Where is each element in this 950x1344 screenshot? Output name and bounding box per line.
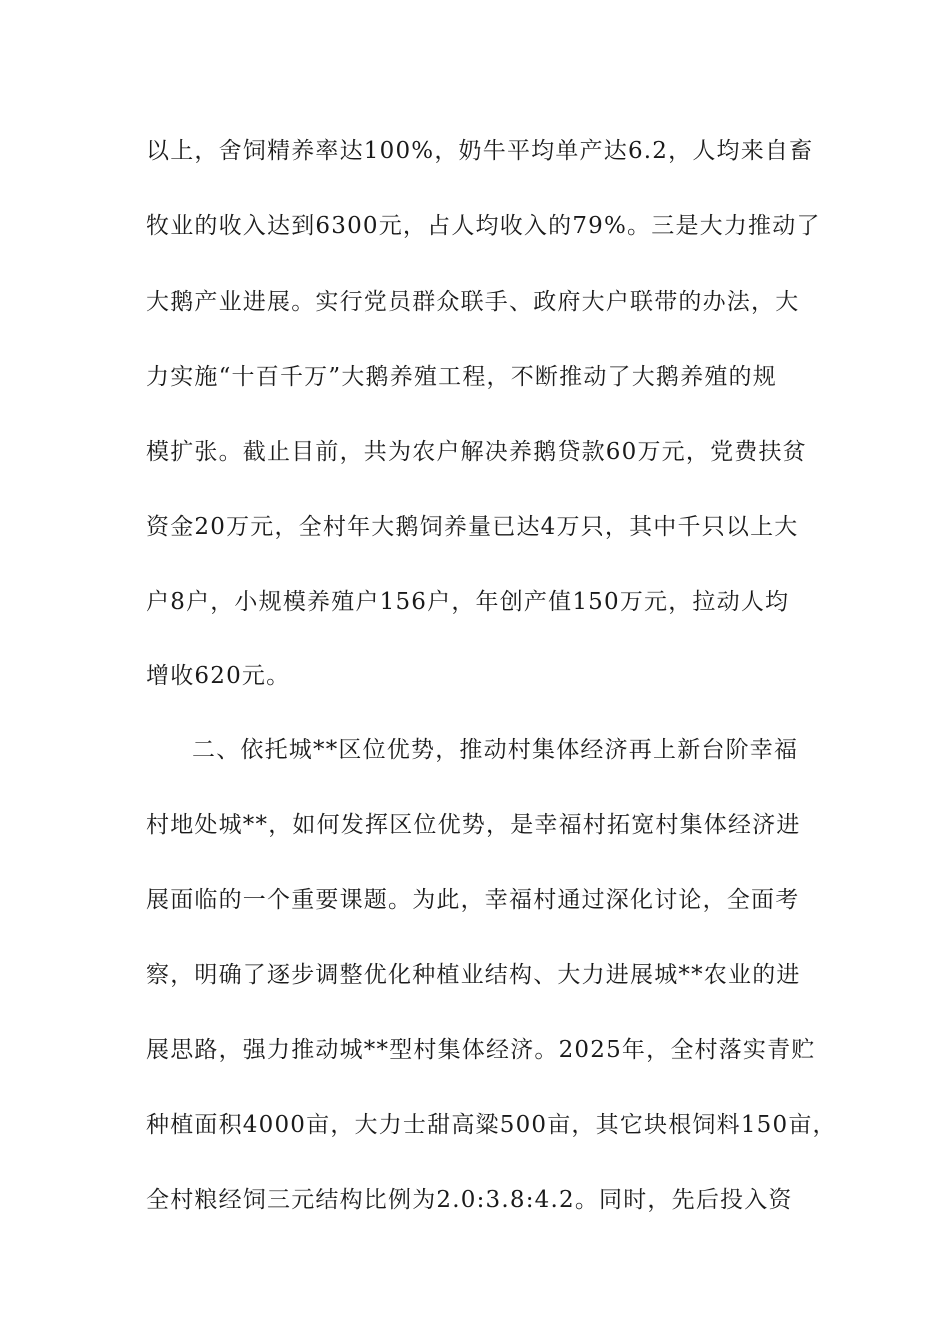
- text-line-8: 增收620元。: [146, 663, 291, 689]
- text-line-3: 大鹅产业进展。实行党员群众联手、政府大户联带的办法，大: [146, 289, 800, 315]
- text-line-6: 资金20万元，全村年大鹅饲养量已达4万只，其中千只以上大: [146, 514, 799, 540]
- text-line-7: 户8户，小规模养殖户156户，年创产值150万元，拉动人均: [146, 589, 790, 615]
- text-line-13: 展思路，强力推动城**型村集体经济。2025年，全村落实青贮: [146, 1037, 816, 1063]
- text-line-11: 展面临的一个重要课题。为此，幸福村通过深化讨论，全面考: [146, 887, 800, 913]
- text-line-2: 牧业的收入达到6300元，占人均收入的79%。三是大力推动了: [146, 213, 821, 239]
- section-heading-line: 二、依托城**区位优势，推动村集体经济再上新台阶幸福: [192, 737, 799, 763]
- text-line-15: 全村粮经饲三元结构比例为2.0:3.8:4.2。同时，先后投入资: [146, 1187, 793, 1213]
- text-line-12: 察，明确了逐步调整优化种植业结构、大力进展城**农业的进: [146, 962, 801, 988]
- text-line-5: 模扩张。截止目前，共为农户解决养鹅贷款60万元，党费扶贫: [146, 439, 807, 465]
- text-line-10: 村地处城**，如何发挥区位优势，是幸福村拓宽村集体经济进: [146, 812, 801, 838]
- text-line-4: 力实施“十百千万”大鹅养殖工程，不断推动了大鹅养殖的规: [146, 364, 777, 390]
- text-line-1: 以上，舍饲精养率达100%，奶牛平均单产达6.2，人均来自畜: [146, 138, 814, 164]
- text-line-14: 种植面积4000亩，大力士甜高粱500亩，其它块根饲料150亩，: [146, 1112, 837, 1138]
